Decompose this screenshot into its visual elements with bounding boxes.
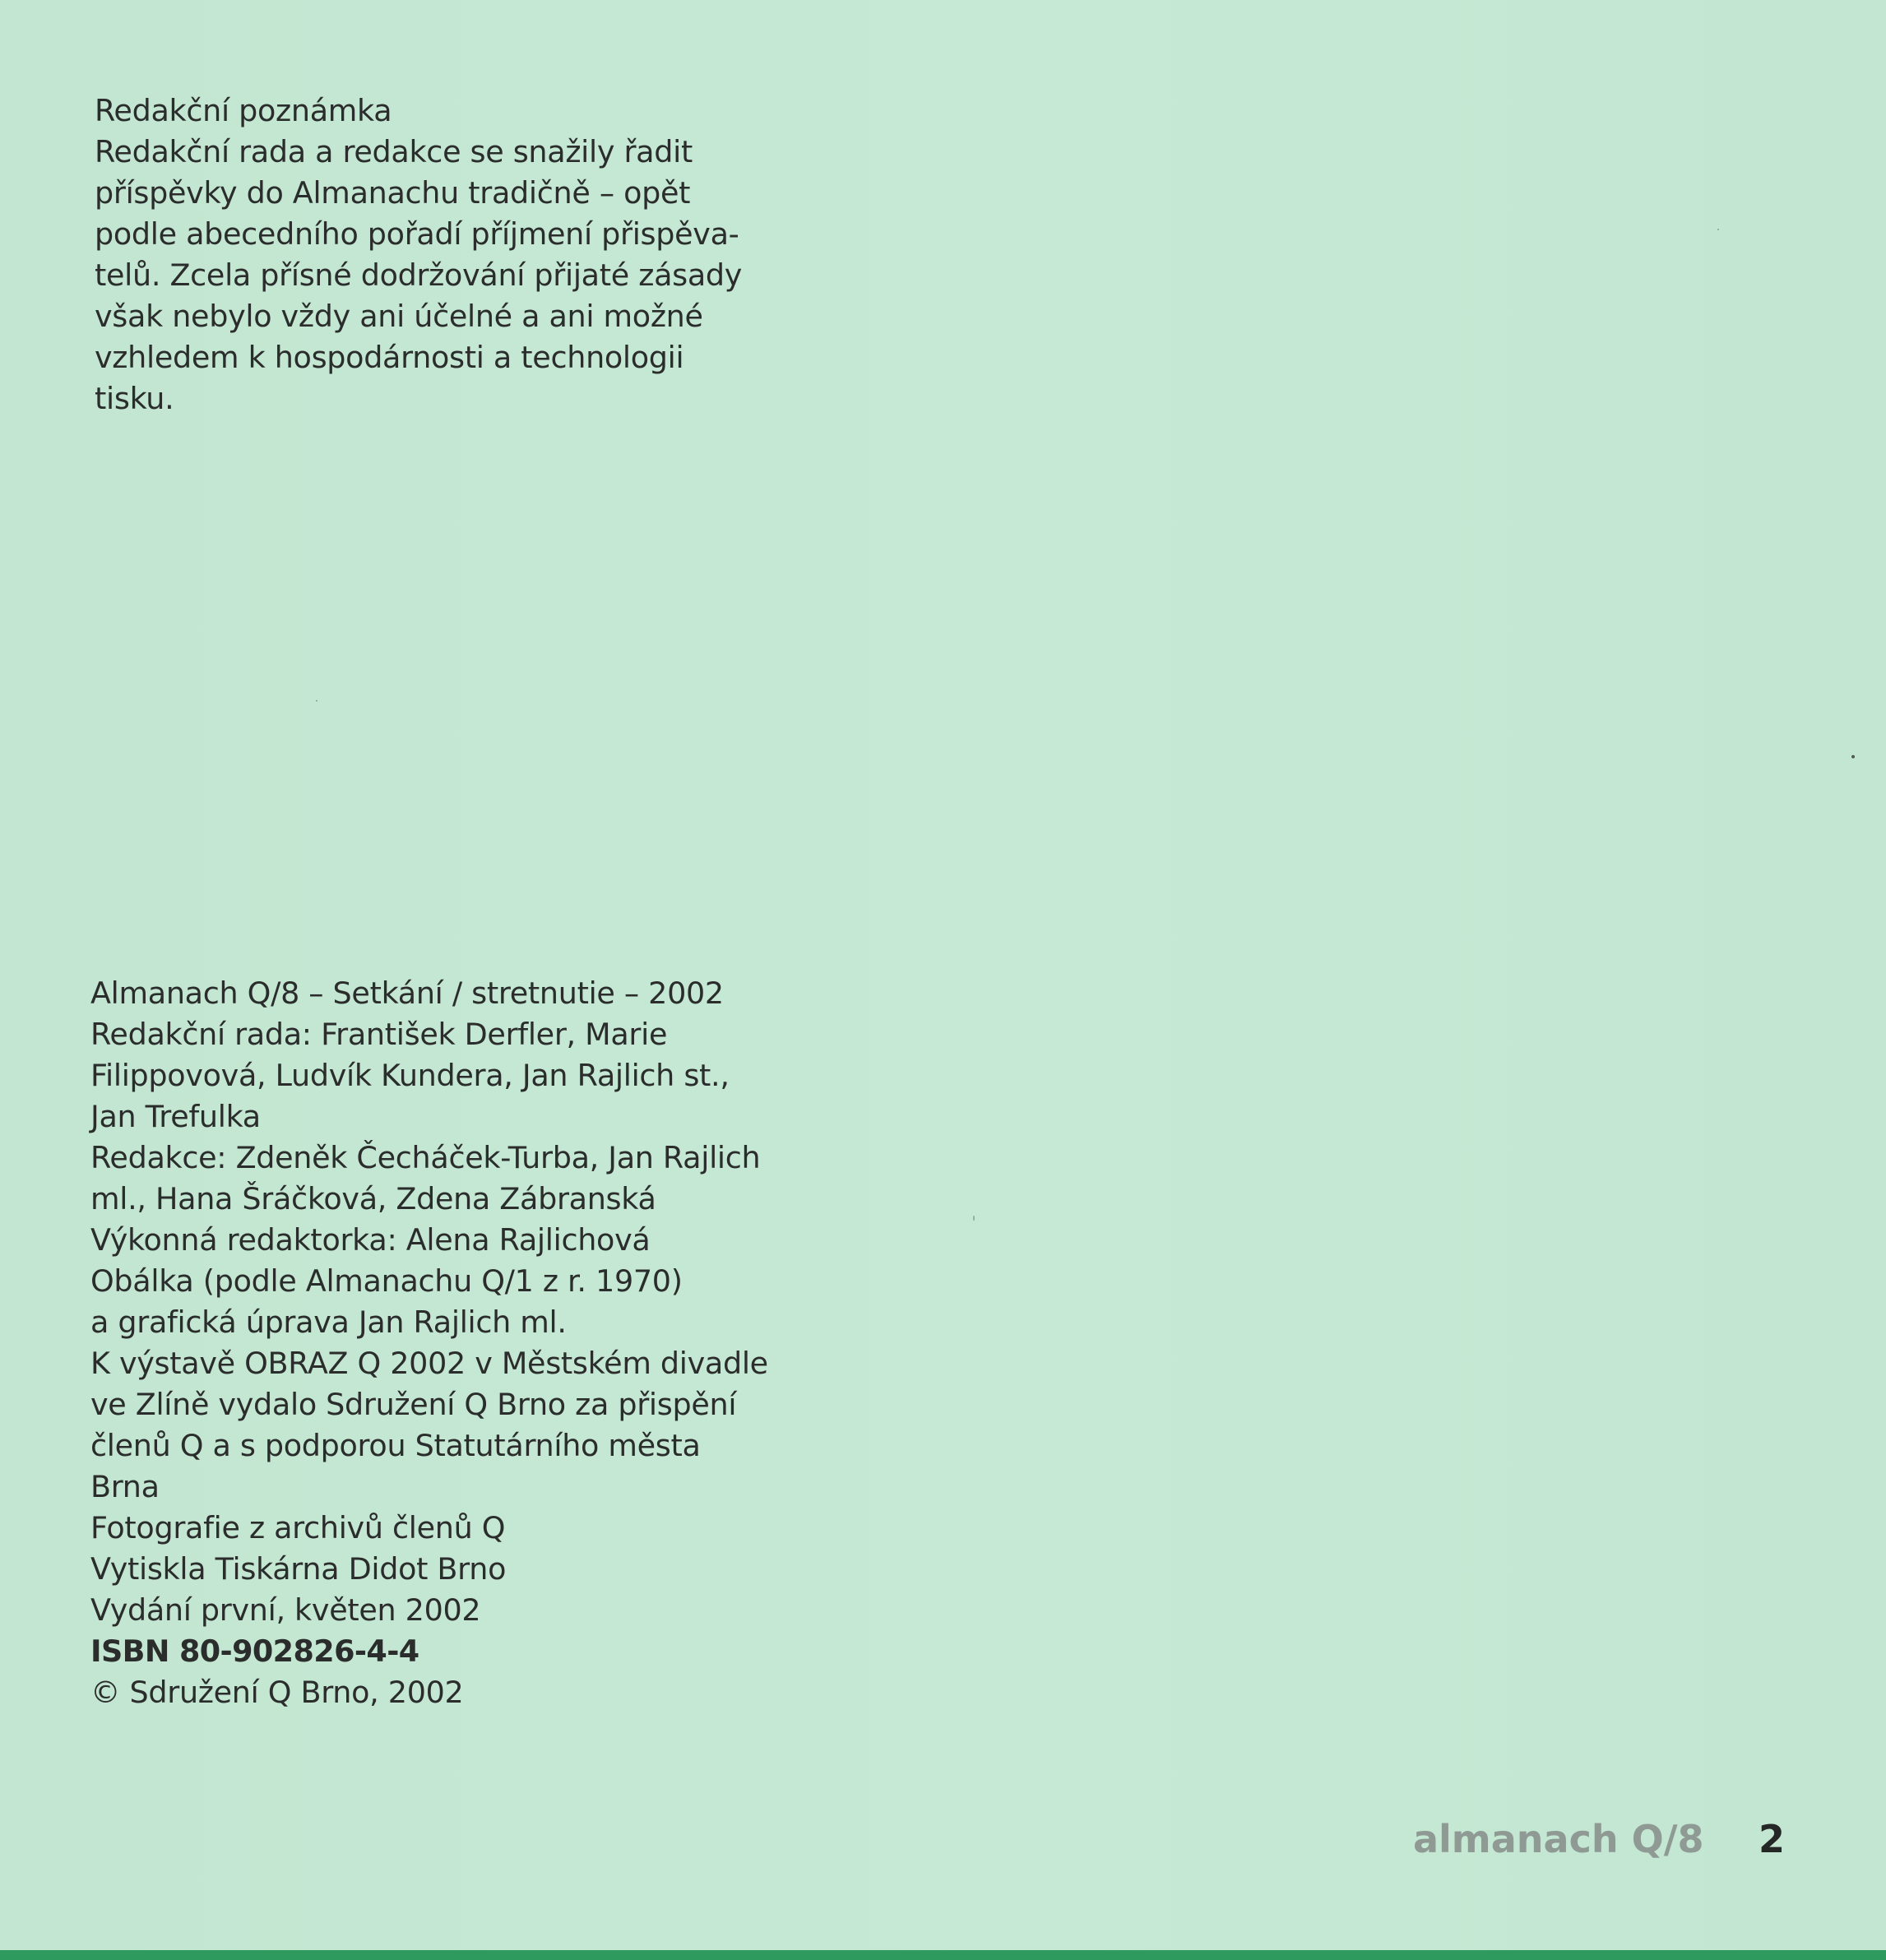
page-number: 2	[1759, 1817, 1786, 1861]
bottom-edge-stripe	[0, 1950, 1886, 1960]
colophon-line: ve Zlíně vydalo Sdružení Q Brno za přispění	[90, 1387, 737, 1422]
colophon-line: Výkonná redaktorka: Alena Rajlichová	[90, 1222, 651, 1258]
colophon-line: Redakce: Zdeněk Čecháček-Turba, Jan Rajlich	[90, 1140, 761, 1175]
colophon-line: a grafická úprava Jan Rajlich ml.	[90, 1304, 567, 1340]
isbn: ISBN 80-902826-4-4	[90, 1633, 419, 1669]
editorial-note-line: podle abecedního pořadí příjmení přispěva-	[95, 216, 739, 252]
colophon-title-line: Almanach Q/8 – Setkání / stretnutie – 2002	[90, 975, 724, 1011]
colophon-line: Obálka (podle Almanachu Q/1 z r. 1970)	[90, 1263, 683, 1299]
editorial-note-line: tisku.	[95, 381, 174, 416]
paper-speck	[1717, 229, 1719, 230]
editorial-note-line: Redakční rada a redakce se snažily řadit	[95, 134, 693, 169]
editorial-note	[95, 90, 742, 419]
colophon-line: Redakční rada: František Derfler, Marie	[90, 1017, 668, 1052]
editorial-note-line: vzhledem k hospodárnosti a technologii	[95, 340, 684, 375]
colophon	[90, 973, 768, 1713]
colophon-line: Brna	[90, 1469, 160, 1504]
colophon-line: Vydání první, květen 2002	[90, 1592, 481, 1628]
editorial-note-line: telů. Zcela přísné dodržování přijaté zásady	[95, 257, 743, 293]
editorial-note-line: příspěvky do Almanachu tradičně – opět	[95, 175, 691, 211]
paper-speck	[316, 700, 317, 702]
colophon-line: ml., Hana Šráčková, Zdena Zábranská	[90, 1181, 656, 1216]
paper-speck	[1851, 755, 1855, 758]
paper-speck	[973, 1216, 975, 1221]
colophon-line: Fotografie z archivů členů Q	[90, 1510, 506, 1545]
running-footer-title: almanach Q/8	[1413, 1817, 1704, 1861]
editorial-note-heading: Redakční poznámka	[95, 93, 392, 128]
colophon-line: Vytiskla Tiskárna Didot Brno	[90, 1551, 507, 1587]
colophon-line: Jan Trefulka	[90, 1099, 261, 1134]
editorial-note-line: však nebylo vždy ani účelné a ani možné	[95, 299, 703, 334]
colophon-line: K výstavě OBRAZ Q 2002 v Městském divadle	[90, 1346, 768, 1381]
colophon-line: Filippovová, Ludvík Kundera, Jan Rajlich st.,	[90, 1058, 730, 1093]
copyright: © Sdružení Q Brno, 2002	[90, 1675, 464, 1710]
colophon-line: členů Q a s podporou Statutárního města	[90, 1428, 701, 1463]
